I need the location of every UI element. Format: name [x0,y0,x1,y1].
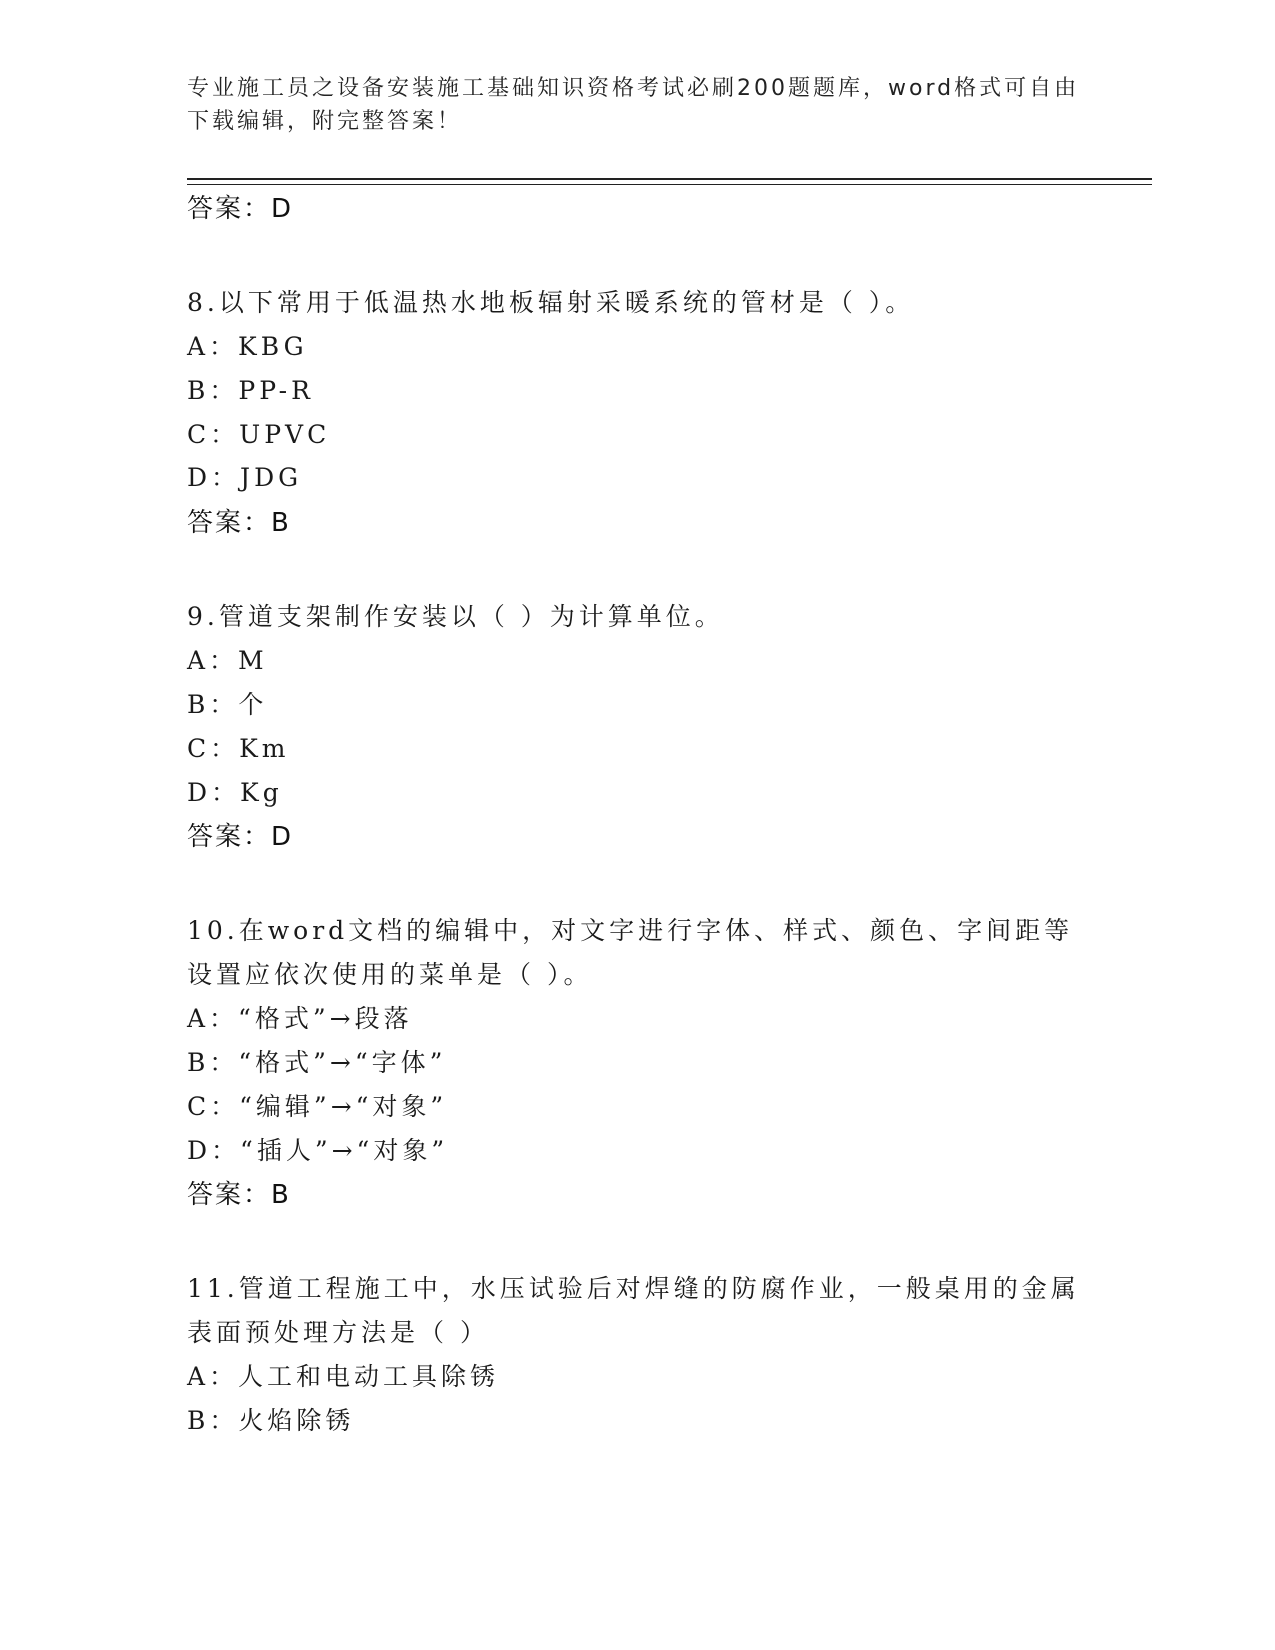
header-rule-thin [187,184,1152,185]
question-9-option-c: C：Km [187,734,290,763]
header-rule [187,178,1152,180]
question-9-option-a: A：M [187,646,268,675]
question-9-option-b: B：个 [187,690,268,719]
question-8-stem: 8.以下常用于低温热水地板辐射采暖系统的管材是（ ）。 [187,288,915,317]
question-11-stem-line-1: 11.管道工程施工中，水压试验后对焊缝的防腐作业，一般桌用的金属 [187,1274,1080,1303]
question-10-stem-line-2: 设置应依次使用的菜单是（ ）。 [187,960,593,989]
document-header [187,72,1087,138]
question-10-option-a: A：“格式”→段落 [187,1004,413,1033]
question-9-answer: 答案：D [187,822,294,852]
question-10-option-b: B：“格式”→“字体” [187,1048,447,1077]
question-10-option-d: D：“插人”→“对象” [187,1136,449,1165]
question-11-option-b: B：火焰除锈 [187,1406,355,1435]
question-10-option-c: C：“编辑”→“对象” [187,1092,448,1121]
answer-prev: 答案：D [187,194,294,224]
question-8-option-d: D：JDG [187,463,303,492]
question-8-answer: 答案：B [187,508,291,538]
question-8-option-b: B：PP-R [187,376,314,405]
header-line-2: 下载编辑，附完整答案！ [187,109,463,134]
question-8-option-c: C：UPVC [187,420,331,449]
question-8-option-a: A：KBG [187,332,308,361]
question-11-option-a: A：人工和电动工具除锈 [187,1362,500,1391]
question-9-option-d: D：Kg [187,778,283,807]
question-10-stem-line-1: 10.在word文档的编辑中，对文字进行字体、样式、颜色、字间距等 [187,916,1074,945]
question-9-stem: 9.管道支架制作安装以（ ）为计算单位。 [187,602,724,631]
question-11-stem-line-2: 表面预处理方法是（ ） [187,1318,489,1347]
header-line-1: 专业施工员之设备安装施工基础知识资格考试必刷200题题库，word格式可自由 [187,76,1080,101]
question-10-answer: 答案：B [187,1180,291,1210]
